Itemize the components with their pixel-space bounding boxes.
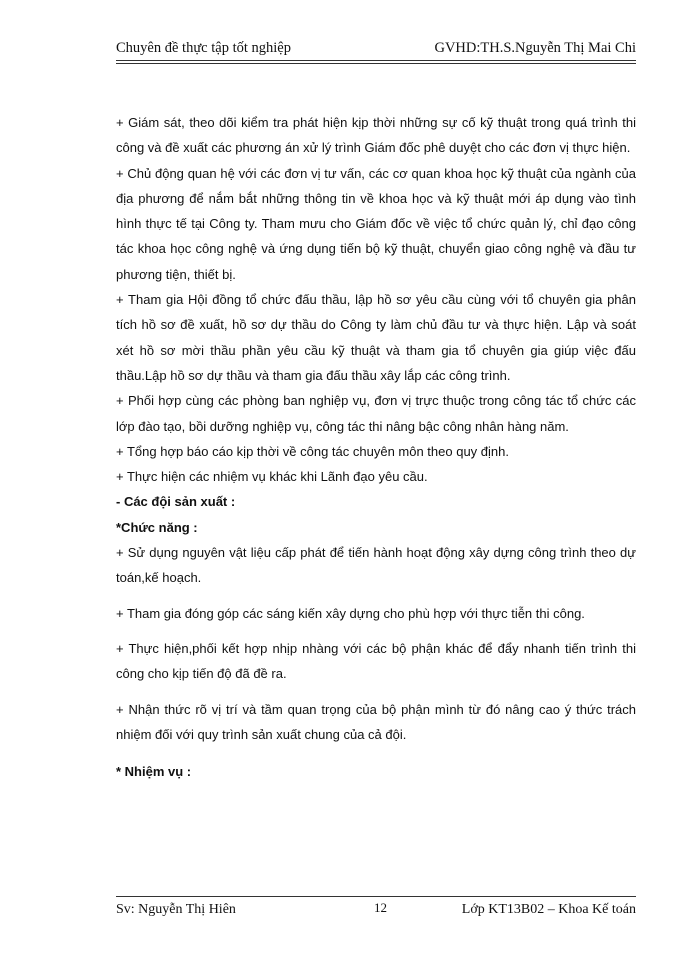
paragraph-relations: + Chủ động quan hệ với các đơn vị tư vấn, các cơ quan khoa học kỹ thuật của ngành của địa phương để nắm bắt những thông tin về khoa học và kỹ thuật mới áp dụng vào tình hình thực tế tại Công ty. Tham mưu cho Giám đốc về việc tổ chức quản lý, chỉ đạo công tác khoa học công nghệ và ứng dụng tiến bộ kỹ thuật, chuyển giao công nghệ và đầu tư phương tiện, thiết bị. [116,165,636,282]
header-supervisor: GVHD:TH.S.Nguyễn Thị Mai Chi [434,40,636,56]
paragraph-coordination: + Thực hiện,phối kết hợp nhịp nhàng với các bộ phận khác để đẩy nhanh tiến trình thi công cho kịp tiến độ đã đề ra. [116,640,636,682]
heading-functions: *Chức năng : [116,519,198,535]
header-divider [116,63,636,64]
paragraph-reporting: + Tổng hợp báo cáo kịp thời về công tác chuyên môn theo quy định. [116,443,509,459]
footer-student: Sv: Nguyễn Thị Hiên [116,902,236,917]
paragraph-training: + Phối hợp cùng các phòng ban nghiệp vụ, đơn vị trực thuộc trong công tác tổ chức các lớp đào tạo, bồi dưỡng nghiệp vụ, công tác thi nâng bậc công nhân hàng năm. [116,393,636,434]
header-title: Chuyên đề thực tập tốt nghiệp [116,40,291,56]
paragraph-supervision: + Giám sát, theo dõi kiểm tra phát hiện kịp thời những sự cố kỹ thuật trong quá trình thi công và đề xuất các phương án xử lý trình Giám đốc phê duyệt cho các đơn vị thực hiện. [116,115,636,156]
heading-duties: * Nhiệm vụ : [116,764,192,780]
page-header [116,38,636,61]
page-footer [116,900,636,920]
footer-divider [116,896,636,897]
heading-production-teams: - Các đội sản xuất : [116,494,236,510]
footer-class: Lớp KT13B02 – Khoa Kế toán [461,902,636,917]
paragraph-materials: + Sử dụng nguyên vật liệu cấp phát để tiến hành hoạt động xây dựng công trình theo dự toán,kế hoạch. [116,545,636,586]
paragraph-bidding: + Tham gia Hội đồng tổ chức đấu thầu, lập hồ sơ yêu cầu cùng với tổ chuyên gia phân tích hồ sơ đề xuất, hồ sơ dự thầu do Công ty làm chủ đầu tư và thực hiện. Lập và soát xét hồ sơ mời thầu phần yêu cầu kỹ thuật và tham gia tổ chuyên gia giúp việc đấu thầu.Lập hồ sơ dự thầu và tham gia đấu thầu xây lắp các công trình. [116,292,636,383]
page-number: 12 [374,900,387,915]
paragraph-initiatives: + Tham gia đóng góp các sáng kiến xây dựng cho phù hợp với thực tiễn thi công. [116,605,585,621]
paragraph-other-tasks: + Thực hiện các nhiệm vụ khác khi Lãnh đạo yêu cầu. [116,469,428,485]
paragraph-awareness: + Nhận thức rõ vị trí và tầm quan trọng của bộ phận mình từ đó nâng cao ý thức trách nhiệm đối với quy trình sản xuất chung của cả đội. [116,701,636,742]
document-body [116,110,636,784]
